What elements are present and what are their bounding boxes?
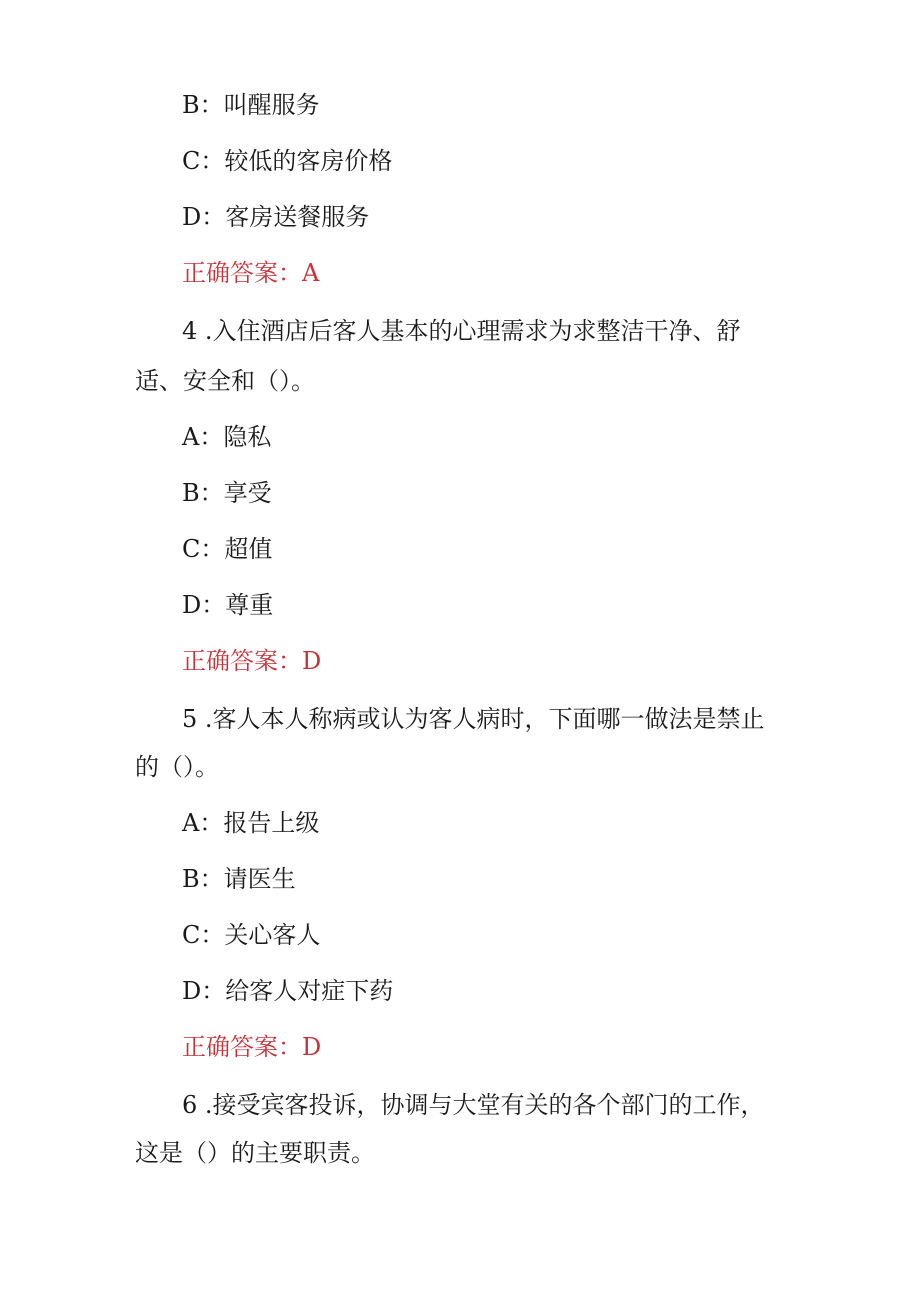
answer-q5: 正确答案：D: [182, 1033, 322, 1061]
answer-q4: 正确答案：D: [182, 647, 322, 675]
option-c-value: C：超值: [182, 535, 273, 563]
option-b-wakeup-service: B：叫醒服务: [182, 91, 320, 119]
option-d-room-service: D：客房送餐服务: [182, 203, 370, 231]
question-6-line-1: 6 .接受宾客投诉，协调与大堂有关的各个部门的工作，: [182, 1091, 765, 1119]
option-d-give-medicine: D：给客人对症下药: [182, 977, 394, 1005]
option-c-care-guest: C：关心客人: [182, 921, 321, 949]
option-a-privacy: A：隐私: [182, 423, 272, 451]
answer-q3: 正确答案：A: [182, 259, 320, 287]
question-5-line-1: 5 .客人本人称病或认为客人病时，下面哪一做法是禁止: [182, 705, 765, 733]
option-b-call-doctor: B：请医生: [182, 865, 296, 893]
question-4-line-1: 4 .入住酒店后客人基本的心理需求为求整洁干净、舒: [182, 317, 741, 345]
question-4-line-2: 适、安全和（）。: [135, 367, 315, 395]
option-b-enjoyment: B：享受: [182, 479, 272, 507]
question-5-line-2: 的（）。: [135, 753, 219, 781]
option-c-lower-room-price: C：较低的客房价格: [182, 147, 393, 175]
question-6-line-2: 这是（）的主要职责。: [135, 1139, 375, 1167]
option-a-report-superior: A：报告上级: [182, 809, 320, 837]
option-d-respect: D：尊重: [182, 591, 274, 619]
